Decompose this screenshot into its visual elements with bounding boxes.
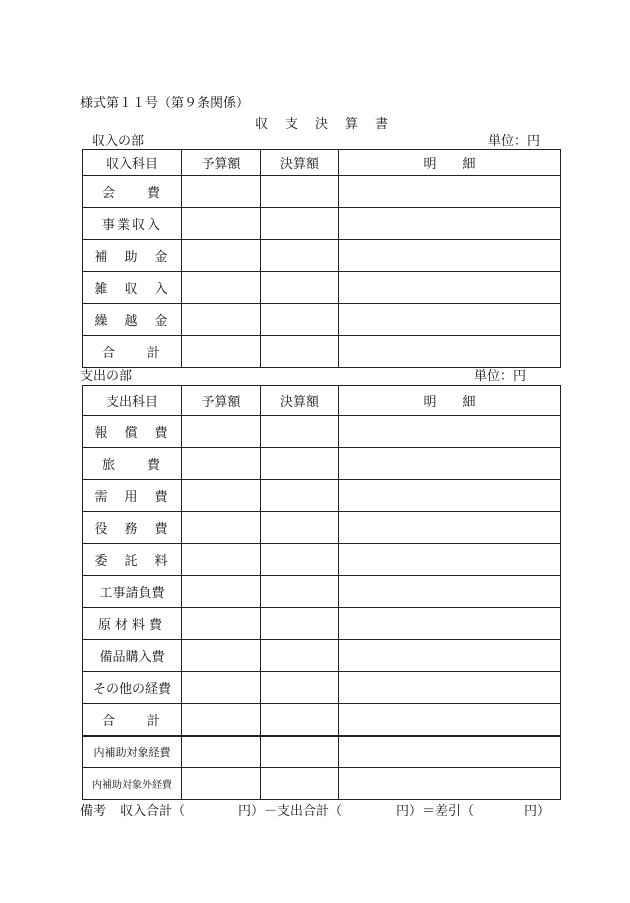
expense-settlement-cell[interactable]: [261, 512, 339, 544]
expense-budget-cell[interactable]: [182, 704, 261, 736]
income-row-label: 会 費: [83, 176, 182, 208]
expense-row-label: 原材料費: [83, 608, 182, 640]
expense-budget-cell[interactable]: [182, 640, 261, 672]
expense-settlement-cell[interactable]: [261, 608, 339, 640]
remarks-line: [80, 804, 550, 820]
expense-detail-cell[interactable]: [339, 544, 561, 576]
expense-budget-cell[interactable]: [182, 544, 261, 576]
expense-settlement-cell[interactable]: [261, 704, 339, 736]
income-settlement-cell[interactable]: [261, 240, 339, 272]
expense-row-label: 需 用 費: [83, 480, 182, 512]
expense-detail-cell[interactable]: [339, 608, 561, 640]
expense-detail-cell[interactable]: [339, 704, 561, 736]
income-settlement-cell[interactable]: [261, 304, 339, 336]
expense-header-budget: 予算額: [182, 386, 261, 416]
income-budget-cell[interactable]: [182, 208, 261, 240]
income-detail-cell[interactable]: [339, 272, 561, 304]
income-header-item: 収入科目: [83, 150, 182, 176]
income-detail-cell[interactable]: [339, 336, 561, 368]
expense-row-label: 委 託 料: [83, 544, 182, 576]
expense-settlement-cell[interactable]: [261, 768, 339, 800]
expense-total-label: 合 計: [83, 704, 182, 736]
expense-budget-cell[interactable]: [182, 512, 261, 544]
income-table: [82, 149, 561, 368]
expense-settlement-cell[interactable]: [261, 736, 339, 768]
income-budget-cell[interactable]: [182, 304, 261, 336]
expense-header-detail: 明 細: [339, 386, 561, 416]
remarks-label: 備考: [80, 804, 107, 819]
expense-budget-cell[interactable]: [182, 672, 261, 704]
expense-section-label: 支出の部: [80, 369, 133, 384]
expense-budget-cell[interactable]: [182, 448, 261, 480]
expense-total-text: 円）－支出合計（: [238, 804, 343, 819]
expense-settlement-cell[interactable]: [261, 544, 339, 576]
expense-budget-cell[interactable]: [182, 480, 261, 512]
income-total-text: 収入合計（: [120, 804, 186, 819]
expense-detail-cell[interactable]: [339, 480, 561, 512]
expense-detail-cell[interactable]: [339, 640, 561, 672]
income-detail-cell[interactable]: [339, 304, 561, 336]
income-detail-cell[interactable]: [339, 176, 561, 208]
income-unit-label: 単位：円: [488, 134, 541, 149]
income-header-detail: 明 細: [339, 150, 561, 176]
expense-row-label: 報 償 費: [83, 416, 182, 448]
income-row-label: 繰 越 金: [83, 304, 182, 336]
expense-budget-cell[interactable]: [182, 736, 261, 768]
expense-detail-cell[interactable]: [339, 736, 561, 768]
income-row-label: 補 助 金: [83, 240, 182, 272]
expense-settlement-cell[interactable]: [261, 672, 339, 704]
expense-budget-cell[interactable]: [182, 768, 261, 800]
income-detail-cell[interactable]: [339, 240, 561, 272]
form-number: 様式第１１号（第９条関係）: [80, 96, 250, 111]
expense-settlement-cell[interactable]: [261, 480, 339, 512]
expense-row-label: その他の経費: [83, 672, 182, 704]
income-budget-cell[interactable]: [182, 176, 261, 208]
expense-budget-cell[interactable]: [182, 608, 261, 640]
income-settlement-cell[interactable]: [261, 336, 339, 368]
income-budget-cell[interactable]: [182, 336, 261, 368]
expense-detail-cell[interactable]: [339, 448, 561, 480]
expense-header-settlement: 決算額: [261, 386, 339, 416]
expense-detail-cell[interactable]: [339, 512, 561, 544]
income-total-label: 合 計: [83, 336, 182, 368]
expense-settlement-cell[interactable]: [261, 576, 339, 608]
expense-header-item: 支出科目: [83, 386, 182, 416]
income-settlement-cell[interactable]: [261, 208, 339, 240]
income-budget-cell[interactable]: [182, 240, 261, 272]
expense-settlement-cell[interactable]: [261, 448, 339, 480]
expense-detail-cell[interactable]: [339, 768, 561, 800]
expense-row-label: 工事請負費: [83, 576, 182, 608]
expense-detail-cell[interactable]: [339, 672, 561, 704]
income-header-budget: 予算額: [182, 150, 261, 176]
expense-detail-cell[interactable]: [339, 416, 561, 448]
subsidized-expense-label: 内補助対象経費: [83, 736, 182, 768]
expense-settlement-cell[interactable]: [261, 640, 339, 672]
income-section-label: 収入の部: [92, 134, 145, 149]
expense-budget-cell[interactable]: [182, 416, 261, 448]
income-settlement-cell[interactable]: [261, 272, 339, 304]
expense-settlement-cell[interactable]: [261, 416, 339, 448]
expense-row-label: 旅 費: [83, 448, 182, 480]
income-detail-cell[interactable]: [339, 208, 561, 240]
expense-unit-label: 単位：円: [474, 369, 527, 384]
expense-table: [82, 385, 561, 800]
non-subsidized-expense-label: 内補助対象外経費: [83, 768, 182, 800]
income-budget-cell[interactable]: [182, 272, 261, 304]
difference-yen-text: 円）: [524, 804, 551, 819]
document-title: 収 支 決 算 書: [255, 117, 391, 132]
income-header-settlement: 決算額: [261, 150, 339, 176]
expense-detail-cell[interactable]: [339, 576, 561, 608]
expense-row-label: 役 務 費: [83, 512, 182, 544]
income-settlement-cell[interactable]: [261, 176, 339, 208]
income-row-label: 事業収入: [83, 208, 182, 240]
income-row-label: 雑 収 入: [83, 272, 182, 304]
expense-row-label: 備品購入費: [83, 640, 182, 672]
difference-text: 円）＝差引（: [396, 804, 475, 819]
expense-budget-cell[interactable]: [182, 576, 261, 608]
